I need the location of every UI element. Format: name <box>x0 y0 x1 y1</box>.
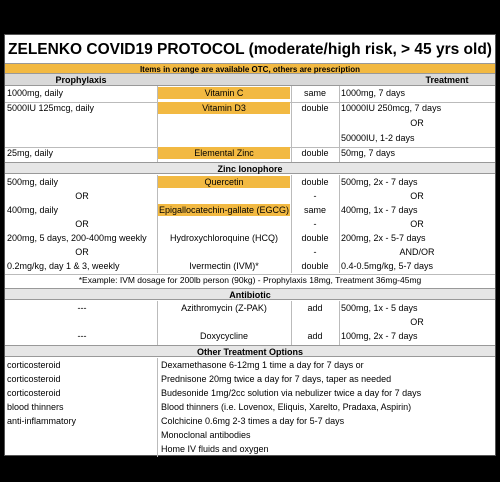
dose-relation: - <box>313 191 317 201</box>
treatment-dose: 0.4-0.5mg/kg, 5-7 days <box>341 261 434 271</box>
treatment-option: Monoclonal antibodies <box>161 430 251 440</box>
treatment-dose: 500mg, 1x - 5 days <box>341 303 418 313</box>
prophylaxis-dose: 0.2mg/kg, day 1 & 3, weekly <box>7 261 120 271</box>
medication-name: Vitamin D3 <box>158 102 290 114</box>
prophylaxis-dose: OR <box>75 247 89 257</box>
dose-relation: double <box>301 233 329 243</box>
treatment-dose: 400mg, 1x - 7 days <box>341 205 418 215</box>
prophylaxis-dose: OR <box>75 219 89 229</box>
dose-relation: - <box>313 219 317 229</box>
treatment-dose: 200mg, 2x - 5-7 days <box>341 233 426 243</box>
grid-line <box>339 301 340 345</box>
treatment-option: Dexamethasone 6-12mg 1 time a day for 7 days or <box>161 360 364 370</box>
prophylaxis-dose: OR <box>75 191 89 201</box>
grid-line <box>157 301 158 345</box>
header-spacer <box>157 74 399 86</box>
protocol-sheet <box>4 34 496 456</box>
medication-name: Quercetin <box>158 176 290 188</box>
treatment-category <box>7 429 155 441</box>
grid-line <box>157 175 158 273</box>
prophylaxis-dose: 1000mg, daily <box>7 88 64 98</box>
treatment-category: anti-inflammatory <box>7 416 77 426</box>
prophylaxis-dose: 5000IU 125mcg, daily <box>7 103 95 113</box>
treatment-dose: OR <box>410 118 424 128</box>
grid-line <box>291 86 292 162</box>
prophylaxis-header: Prophylaxis <box>5 74 157 86</box>
dose-relation: double <box>301 177 329 187</box>
treatment-option: Home IV fluids and oxygen <box>161 444 269 454</box>
treatment-header: Treatment <box>399 74 495 86</box>
grid-line <box>291 301 292 345</box>
medication-name: Doxycycline <box>199 331 248 341</box>
grid-line <box>157 86 158 162</box>
antibiotic-header: Antibiotic <box>5 288 495 300</box>
treatment-option: Blood thinners (i.e. Lovenox, Eliquis, Xarelto, Pradaxa, Aspirin) <box>161 402 412 412</box>
treatment-dose: 100mg, 2x - 7 days <box>341 331 418 341</box>
treatment-option: Prednisone 20mg twice a day for 7 days, taper as needed <box>161 374 392 384</box>
dose-relation: add <box>307 331 323 341</box>
medication-name: Azithromycin (Z-PAK) <box>181 303 267 313</box>
grid-line <box>339 175 340 273</box>
prophylaxis-dose: 25mg, daily <box>7 148 54 158</box>
treatment-category <box>7 443 155 455</box>
treatment-dose: 50mg, 7 days <box>341 148 396 158</box>
other-treatment-header: Other Treatment Options <box>5 345 495 357</box>
prophylaxis-dose: 200mg, 5 days, 200-400mg weekly <box>7 233 147 243</box>
prophylaxis-dose: --- <box>77 303 87 313</box>
medication-name: Elemental Zinc <box>158 147 290 159</box>
treatment-dose: 500mg, 2x - 7 days <box>341 177 418 187</box>
treatment-dose: OR <box>410 317 424 327</box>
prophylaxis-dose: 400mg, daily <box>7 205 59 215</box>
zinc-ionophore-header: Zinc Ionophore <box>5 162 495 174</box>
prophylaxis-dose: --- <box>77 331 87 341</box>
grid-line <box>157 358 158 457</box>
treatment-dose: 10000IU 250mcg, 7 days <box>341 103 442 113</box>
dose-relation: - <box>313 247 317 257</box>
treatment-option: Colchicine 0.6mg 2-3 times a day for 5-7 days <box>161 416 345 426</box>
dose-relation: double <box>301 103 329 113</box>
dose-relation: double <box>301 261 329 271</box>
dose-relation: add <box>307 303 323 313</box>
ivm-example-note: *Example: IVM dosage for 200lb person (90kg) - Prophylaxis 18mg, Treatment 36mg-45mg <box>78 275 422 285</box>
document-title: ZELENKO COVID19 PROTOCOL (moderate/high risk, > 45 yrs old) <box>8 41 492 58</box>
medication-name: Epigallocatechin-gallate (EGCG) <box>158 205 290 215</box>
treatment-category: blood thinners <box>7 402 64 412</box>
treatment-dose: OR <box>410 219 424 229</box>
treatment-category: corticosteroid <box>7 388 61 398</box>
otc-banner: Items in orange are available OTC, others are prescription <box>5 63 495 74</box>
treatment-dose: 1000mg, 7 days <box>341 88 406 98</box>
dose-relation: same <box>303 88 326 98</box>
medication-name: Ivermectin (IVM)* <box>189 261 259 271</box>
treatment-category: corticosteroid <box>7 374 61 384</box>
treatment-category: corticosteroid <box>7 360 61 370</box>
treatment-dose: OR <box>410 191 424 201</box>
grid-line <box>339 86 340 162</box>
treatment-dose: AND/OR <box>399 247 435 257</box>
grid-line <box>291 175 292 273</box>
medication-name: Hydroxychloroquine (HCQ) <box>169 233 279 243</box>
medication-name: Vitamin C <box>158 87 290 99</box>
treatment-dose: 50000IU, 1-2 days <box>341 133 415 143</box>
dose-relation: double <box>301 148 329 158</box>
prophylaxis-dose: 500mg, daily <box>7 177 59 187</box>
treatment-option: Budesonide 1mg/2cc solution via nebulizer twice a day for 7 days <box>161 388 422 398</box>
dose-relation: same <box>303 205 326 215</box>
